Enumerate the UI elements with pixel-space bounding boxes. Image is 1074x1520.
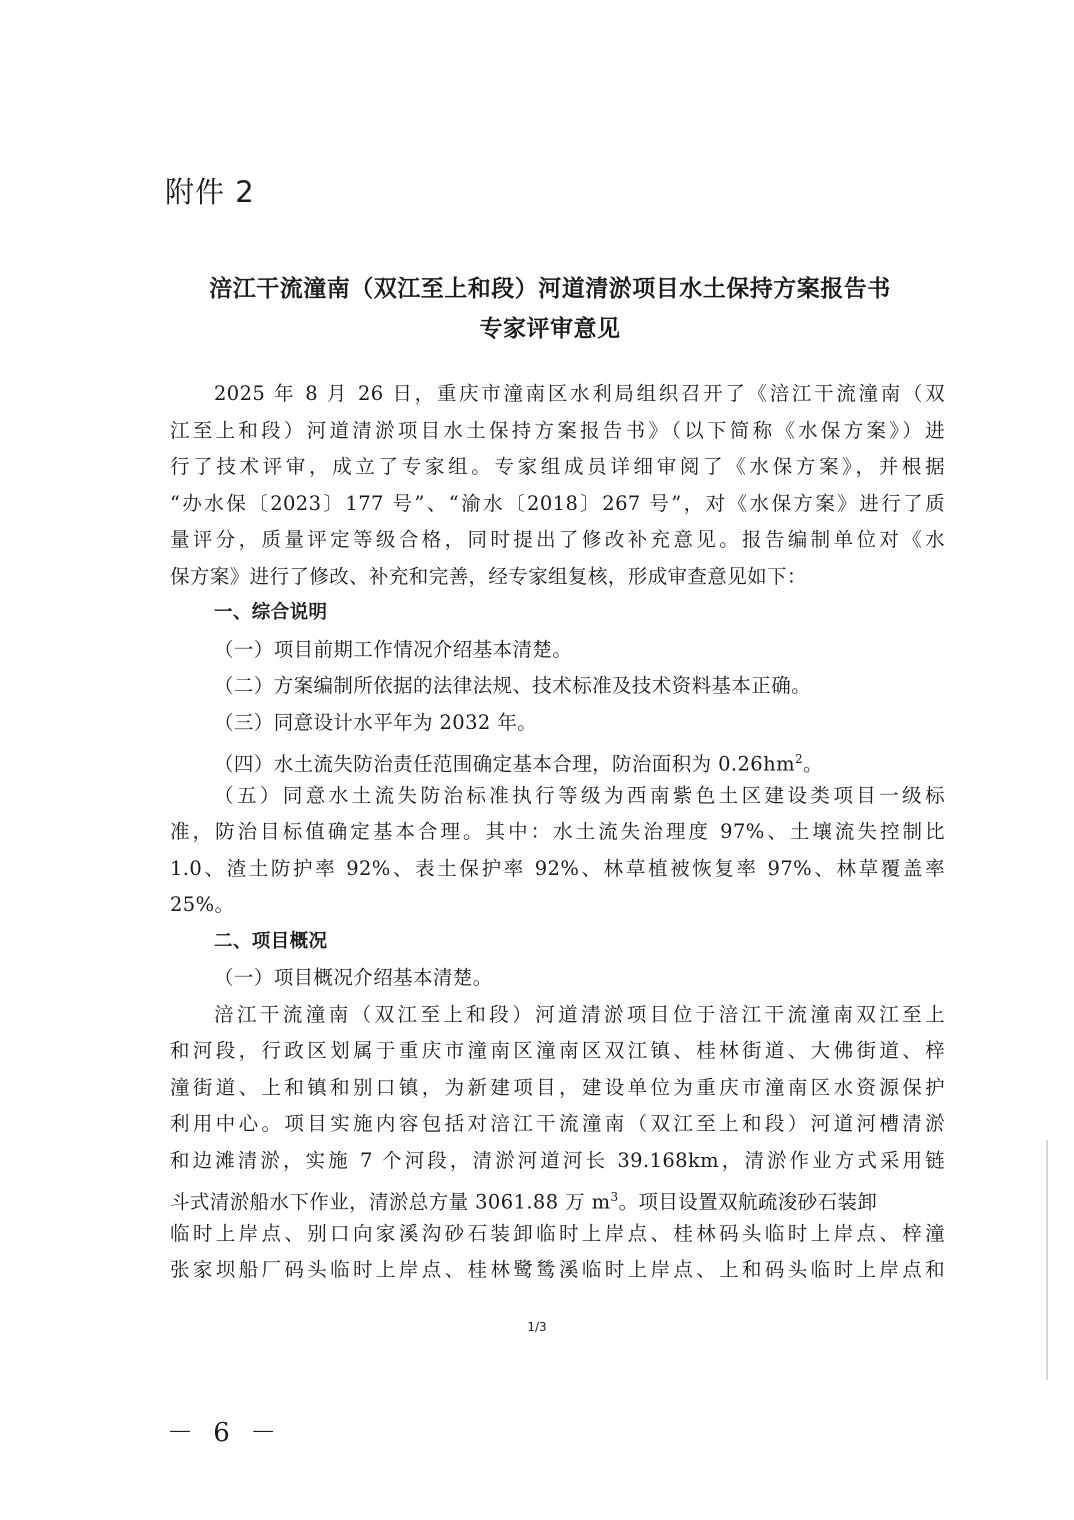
list-item: （五）同意水土流失防治标准执行等级为西南紫色土区建设类项目一级标 [214,783,945,807]
intro-line: 保方案》进行了修改、补充和完善，经专家组复核，形成审查意见如下： [170,564,807,588]
page-number: 1/3 [527,1320,547,1334]
list-item-cont: 1.0、渣土防护率 92%、表土保护率 92%、林草植被恢复率 97%、林草覆盖率 [170,856,945,880]
intro-line: 行了技术评审，成立了专家组。专家组成员详细审阅了《水保方案》，并根据 [170,455,945,478]
list-item: （一）项目概况介绍基本清楚。 [214,966,493,989]
document-body [170,376,945,1289]
para-line: 涪江干流潼南（双江至上和段）河道清淤项目位于涪江干流潼南双江至上 [214,1002,945,1026]
para-line [170,1179,945,1216]
list-item: （三）同意设计水平年为 2032 年。 [214,710,538,734]
list-item: （二）方案编制所依据的法律法规、技术标准及技术资料基本正确。 [214,674,812,697]
section-heading: 一、综合说明 [214,602,328,623]
para-line: 和河段，行政区划属于重庆市潼南区潼南区双江镇、桂林街道、大佛街道、梓 [170,1039,945,1062]
superscript: 2 [794,752,804,766]
intro-line: 江至上和段）河道清淤项目水土保持方案报告书》（以下简称《水保方案》）进 [170,418,945,442]
list-item-cont: 25%。 [170,893,235,916]
para-line: 临时上岸点、别口向家溪沟砂石装卸临时上岸点、桂林码头临时上岸点、梓潼 [170,1221,945,1245]
document-title: 涪江干流潼南（双江至上和段）河道清淤项目水土保持方案报告书 [209,276,891,302]
scan-artifact-line [1046,1140,1048,1380]
para-line: 利用中心。项目实施内容包括对涪江干流潼南（双江至上和段）河道河槽清淤 [170,1112,945,1135]
para-line: 张家坝船厂码头临时上岸点、桂林鹭鸶溪临时上岸点、上和码头临时上岸点和 [170,1258,945,1281]
intro-line: 量评分，质量评定等级合格，同时提出了修改补充意见。报告编制单位对《水 [170,528,945,551]
intro-line: 2025 年 8 月 26 日，重庆市潼南区水利局组织召开了《涪江干流潼南（双 [214,382,945,405]
para-text: 。项目设置双航疏浚砂石装卸 [618,1190,878,1214]
para-line: 潼街道、上和镇和别口镇，为新建项目，建设单位为重庆市潼南区水资源保护 [170,1075,945,1099]
para-text: 斗式清淤船水下作业，清淤总方量 3061.88 万 m [170,1190,611,1214]
list-item [170,741,945,778]
list-item: （一）项目前期工作情况介绍基本清楚。 [214,637,573,661]
document-subtitle: 专家评审意见 [479,316,621,342]
intro-line: “办水保〔2023〕177 号”、“渝水〔2018〕267 号”，对《水保方案》进行了质 [170,491,945,515]
attachment-label: 附件 2 [165,175,255,209]
list-item-text: （四）水土流失防治责任范围确定基本合理，防治面积为 0.26hm [214,752,795,776]
list-item-text: 。 [803,752,823,776]
footer-page-number: － 6 － [167,1418,283,1448]
section-heading: 二、项目概况 [214,930,328,952]
list-item-cont: 准，防治目标值确定基本合理。其中：水土流失治理度 97%、土壤流失控制比 [170,820,945,843]
para-line: 和边滩清淤，实施 7 个河段，清淤河道河长 39.168km，清淤作业方式采用链 [170,1148,945,1172]
superscript: 3 [610,1190,619,1204]
